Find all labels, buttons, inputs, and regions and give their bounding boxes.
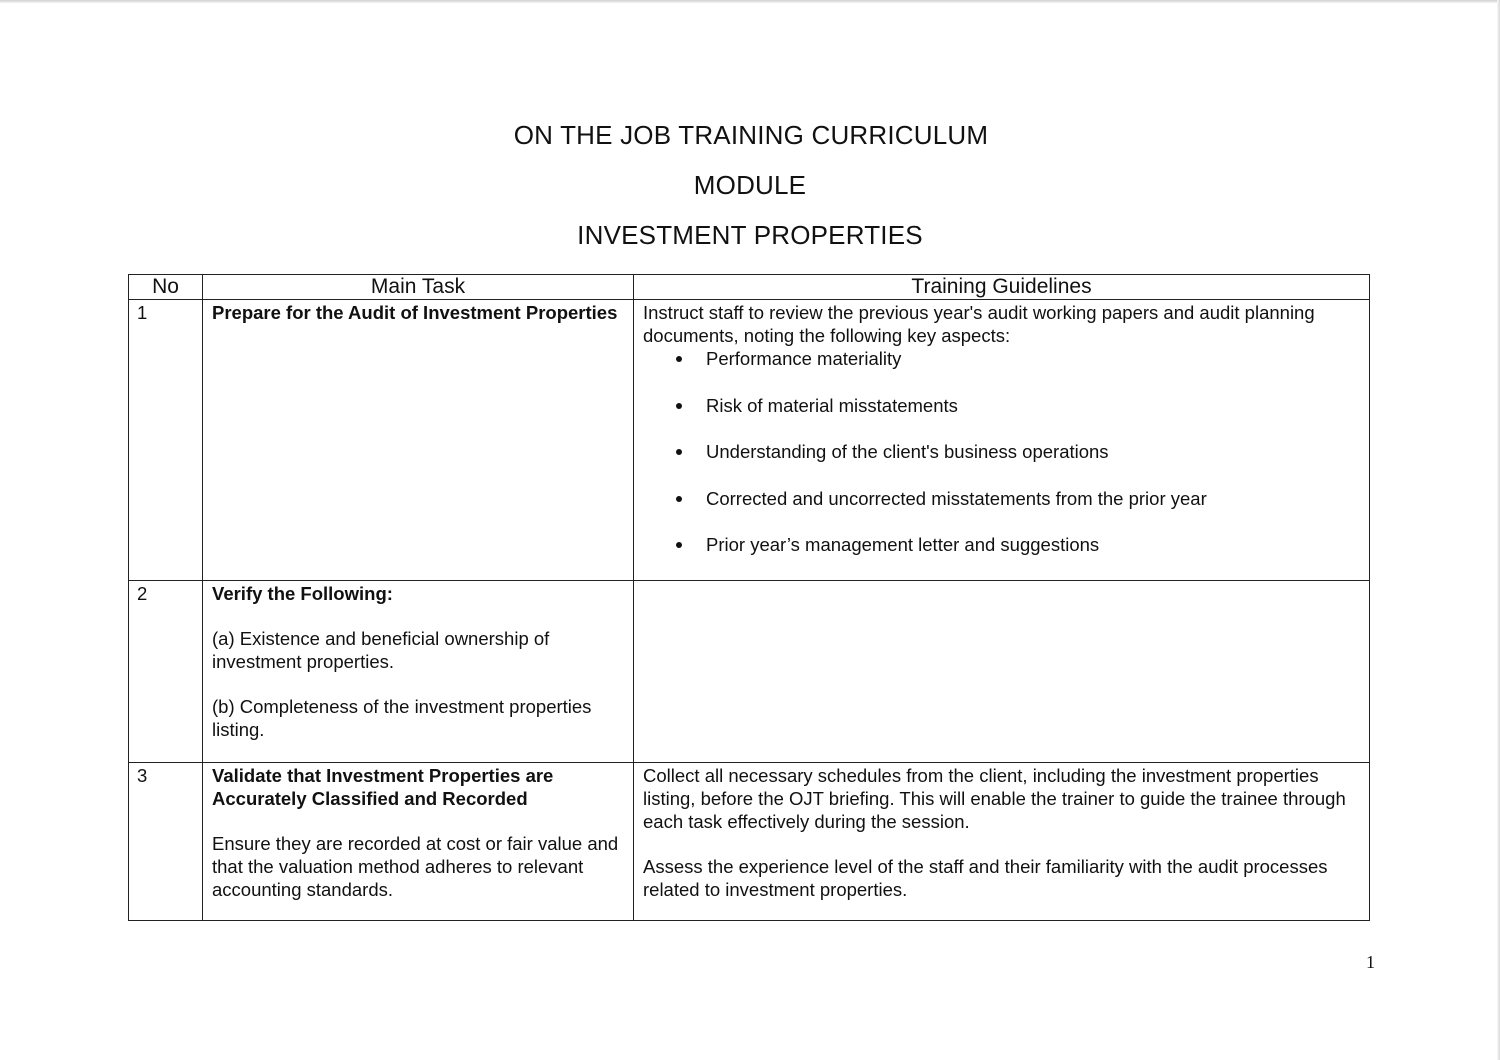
bullet-text: Performance materiality <box>706 348 902 369</box>
header-no: No <box>129 275 203 300</box>
scan-edge <box>0 0 1500 3</box>
module-name: INVESTMENT PROPERTIES <box>577 220 923 250</box>
bullet-text: Prior year’s management letter and suggestions <box>706 534 1100 555</box>
page-number: 1 <box>1366 952 1375 972</box>
bullet-icon <box>676 542 682 548</box>
table-row <box>129 580 1370 762</box>
guidelines-cell <box>634 300 1370 581</box>
table-row <box>129 762 1370 920</box>
guidelines-paragraph: Collect all necessary schedules from the client, including the investment properties listing, before the OJT briefing. This will enable the trainer to guide the trainee through each task effectively during the session. <box>643 764 1346 832</box>
task-title: Verify the Following: <box>212 582 393 604</box>
task-item: (a) Existence and beneficial ownership of investment properties. <box>212 627 550 672</box>
list-item <box>643 533 1361 556</box>
curriculum-table <box>128 274 1370 921</box>
row-number: 3 <box>129 762 203 920</box>
header-training-guidelines: Training Guidelines <box>634 275 1370 300</box>
bullet-icon <box>676 449 682 455</box>
list-item <box>643 487 1361 510</box>
bullet-text: Risk of material misstatements <box>706 394 958 416</box>
task-detail: Ensure they are recorded at cost or fair value and that the valuation method adheres to relevant accounting standards. <box>212 832 619 900</box>
bullet-text: Corrected and uncorrected misstatements from the prior year <box>706 487 1207 509</box>
guidelines-cell <box>634 762 1370 920</box>
guidelines-cell <box>634 580 1370 762</box>
bullet-icon <box>676 403 682 409</box>
list-item <box>643 440 1361 463</box>
main-task-cell <box>203 762 634 920</box>
header-main-task: Main Task <box>203 275 634 300</box>
task-title: Validate that Investment Properties are Accurately Classified and Recorded <box>212 764 554 809</box>
table-header-row <box>129 275 1370 300</box>
document-header <box>0 122 1500 248</box>
task-title: Prepare for the Audit of Investment Properties <box>212 302 618 323</box>
row-number: 2 <box>129 580 203 762</box>
guidelines-intro: Instruct staff to review the previous year's audit working papers and audit planning documents, noting the following key aspects: <box>643 302 1315 346</box>
document-title: ON THE JOB TRAINING CURRICULUM <box>513 120 989 150</box>
list-item <box>643 347 1361 370</box>
bullet-text: Understanding of the client's business operations <box>706 441 1109 462</box>
guidelines-paragraph: Assess the experience level of the staff and their familiarity with the audit processes related to investment properties. <box>643 855 1328 900</box>
guidelines-bullet-list <box>643 347 1361 556</box>
bullet-icon <box>676 496 682 502</box>
document-subtitle: MODULE <box>693 170 807 200</box>
main-task-cell <box>203 300 634 581</box>
main-task-cell <box>203 580 634 762</box>
list-item <box>643 394 1361 417</box>
task-item: (b) Completeness of the investment properties listing. <box>212 695 592 740</box>
row-number: 1 <box>129 300 203 581</box>
table-row <box>129 300 1370 581</box>
bullet-icon <box>676 356 682 362</box>
